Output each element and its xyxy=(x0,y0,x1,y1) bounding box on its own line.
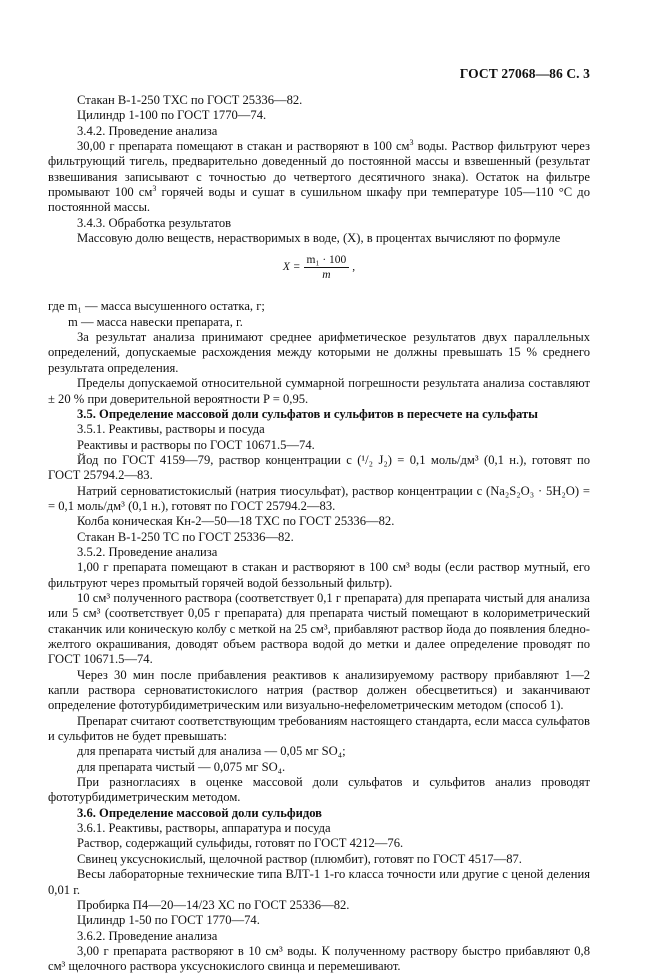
paragraph xyxy=(48,139,590,216)
paragraph: При разногласиях в оценке массовой доли сульфатов и сульфитов анализ проводят фототурбидиметрическим методом. xyxy=(48,775,590,805)
fraction xyxy=(304,253,350,282)
section-heading-bold: 3.6. Определение массовой доли сульфидов xyxy=(77,805,322,820)
paragraph: За результат анализа принимают среднее арифметическое результатов двух параллельных определений, допускаемые расхождения между которыми не должны превышать 15 % среднего результата определения. xyxy=(48,330,590,375)
document-body xyxy=(48,93,590,975)
legend-line: где m₁ — масса высушенного остатка, г; xyxy=(48,299,265,314)
section-heading-bold: 3.5. Определение массовой доли сульфатов и сульфитов в пересчете на сульфаты xyxy=(77,406,538,421)
paragraph: Йод по ГОСТ 4159—79, раствор концентрации c (¹/₂ J₂) = 0,1 моль/дм³ (0,1 н.), готовят по ГОСТ 25794.2—83. xyxy=(48,452,590,483)
formula xyxy=(48,253,590,289)
paragraph: Реактивы и растворы по ГОСТ 10671.5—74. xyxy=(77,437,315,452)
formula-lhs: X = xyxy=(282,261,301,274)
paragraph: Свинец уксуснокислый, щелочной раствор (плюмбит), готовят по ГОСТ 4517—87. xyxy=(77,851,522,866)
paragraph: Стакан В-1-250 ТХС по ГОСТ 25336—82. xyxy=(77,93,303,107)
paragraph: Колба коническая Кн-2—50—18 ТХС по ГОСТ 25336—82. xyxy=(77,514,395,529)
legend-line: m — масса навески препарата, г. xyxy=(68,314,243,329)
section-heading: 3.4.2. Проведение анализа xyxy=(77,123,218,138)
paragraph: Раствор, содержащий сульфиды, готовят по ГОСТ 4212—76. xyxy=(77,836,404,851)
paragraph: Препарат считают соответствующим требованиям настоящего стандарта, если масса сульфатов и сульфитов не будет превышать: xyxy=(48,713,590,744)
paragraph: 1,00 г препарата помещают в стакан и растворяют в 100 см³ воды (если раствор мутный, его фильтруют через промытый горячей водой беззольный фильтр). xyxy=(48,560,590,590)
paragraph: Цилиндр 1-50 по ГОСТ 1770—74. xyxy=(77,913,260,928)
superscript: 3 xyxy=(152,183,157,193)
text-run: горячей воды и сушат в сушильном шкафу при температуре 105—110 °С до постоянной массы. xyxy=(48,185,590,215)
formula-denominator: m xyxy=(322,269,331,282)
subsection-heading: 3.6.1. Реактивы, растворы, аппаратура и посуда xyxy=(77,821,331,836)
paragraph: 10 см³ полученного раствора (соответствует 0,1 г препарата) для препарата чистый для анализа или 5 см³ (соответствует 0,05 г препарата) для препарата чистый помещают в колориметрический стаканчик или коническую колбу с меткой на 25 см³, прибавляют раствор йода до появления бледно-желтого окрашивания, доводят объем раствора водой до метки и далее определение проводят по ГОСТ 10671.5—74. xyxy=(48,590,590,667)
list-item: для препарата чистый для анализа — 0,05 мг SO₄; xyxy=(77,744,346,759)
paragraph: Стакан В-1-250 ТС по ГОСТ 25336—82. xyxy=(77,529,294,544)
text-run: 30,00 г препарата помещают в стакан и растворяют в 100 см xyxy=(77,139,410,154)
paragraph: Массовую долю веществ, нерастворимых в воде, (X), в процентах вычисляют по формуле xyxy=(77,231,561,246)
page-header: ГОСТ 27068—86 С. 3 xyxy=(459,66,590,81)
subsection-heading: 3.6.2. Проведение анализа xyxy=(77,928,218,943)
paragraph: Через 30 мин после прибавления реактивов к анализируемому раствору прибавляют 1—2 капли раствора серноватистокислого натрия (раствор должен обесцветиться) и заканчивают определение фототурбидиметрическим или визуально-нефелометрическим методом (способ 1). xyxy=(48,667,590,713)
paragraph: Натрий серноватистокислый (натрия тиосульфат), раствор концентрации c (Na₂S₂O₃ · 5H₂O) = = 0,1 моль/дм³ (0,1 н.), готовят по ГОСТ 25794.2—83. xyxy=(48,483,590,513)
formula-tail: , xyxy=(352,261,356,274)
paragraph: Цилиндр 1-100 по ГОСТ 1770—74. xyxy=(77,108,267,123)
list-item: для препарата чистый — 0,075 мг SO₄. xyxy=(77,759,286,774)
formula-numerator: m₁ · 100 xyxy=(304,253,350,268)
subsection-heading: 3.5.2. Проведение анализа xyxy=(77,544,218,559)
superscript: 3 xyxy=(409,137,414,147)
subsection-heading: 3.5.1. Реактивы, растворы и посуда xyxy=(77,422,265,437)
paragraph: 3,00 г препарата растворяют в 10 см³ воды. К полученному раствору быстро прибавляют 0,8 см³ щелочного раствора уксуснокислого свинца и перемешивают. xyxy=(48,943,590,974)
section-heading: 3.4.3. Обработка результатов xyxy=(77,215,232,230)
paragraph: Весы лабораторные технические типа ВЛТ-1 1-го класса точности или другие с ценой деления 0,01 г. xyxy=(48,867,590,897)
paragraph: Пределы допускаемой относительной суммарной погрешности результата анализа составляют ± 20 % при доверительной вероятности P = 0,95. xyxy=(48,376,590,406)
paragraph: Пробирка П4—20—14/23 ХС по ГОСТ 25336—82. xyxy=(77,897,350,912)
text-run: воды. Раствор фильтруют через фильтрующий тигель, предварительно доведенный до постоянной массы и взвешенный (результат взвешивания записывают с точностью до четвертого десятичного знака). Остаток на фильтре промывают 100 см xyxy=(48,139,590,200)
